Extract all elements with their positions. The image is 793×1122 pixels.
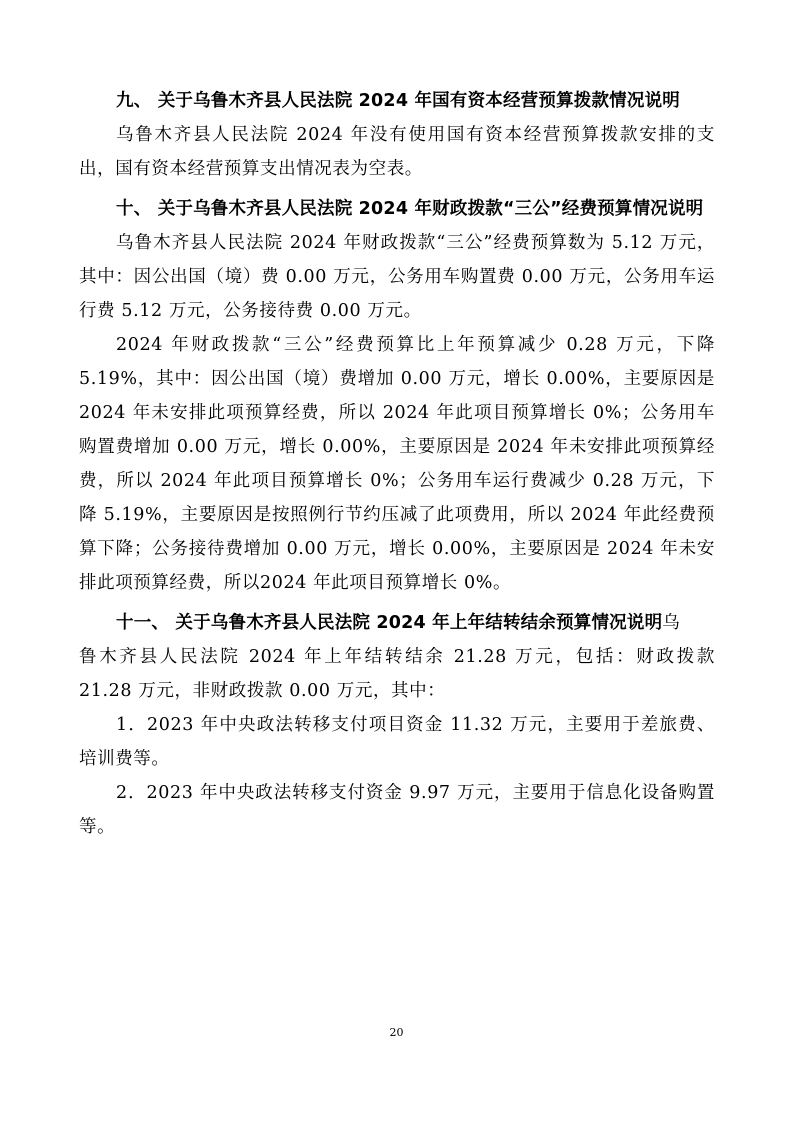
section-10-heading: 十、 关于乌鲁木齐县人民法院 2024 年财政拨款“三公”经费预算情况说明 [116, 199, 704, 219]
document-page [79, 84, 715, 844]
section-10-paragraph-1: 乌鲁木齐县人民法院 2024 年财政拨款“三公”经费预算数为 5.12 万元，其中：因公出国（境）费 0.00 万元，公务用车购置费 0.00 万元，公务用车运行费 5.12 万元，公务接待费 0.00 万元。 [79, 233, 715, 321]
page-number: 20 [389, 1026, 404, 1039]
section-11-item-1: 1．2023 年中央政法转移支付项目资金 11.32 万元，主要用于差旅费、培训费等。 [79, 715, 715, 769]
section-9-paragraph-1: 乌鲁木齐县人民法院 2024 年没有使用国有资本经营预算拨款安排的支出，国有资本经营预算支出情况表为空表。 [79, 125, 715, 179]
section-11-heading [79, 606, 715, 640]
section-11-paragraph-1: 鲁木齐县人民法院 2024 年上年结转结余 21.28 万元，包括：财政拨款 21.28 万元，非财政拨款 0.00 万元，其中： [79, 647, 715, 701]
section-9-heading: 九、 关于乌鲁木齐县人民法院 2024 年国有资本经营预算拨款情况说明 [116, 91, 680, 111]
section-11-heading-text: 十一、 关于乌鲁木齐县人民法院 2024 年上年结转结余预算情况说明 [116, 613, 663, 633]
section-11-item-2: 2．2023 年中央政法转移支付资金 9.97 万元，主要用于信息化设备购置等。 [79, 783, 715, 837]
section-11-heading-tail: 乌 [662, 613, 680, 633]
section-10-paragraph-2: 2024 年财政拨款“三公”经费预算比上年预算减少 0.28 万元，下降 5.19%，其中：因公出国（境）费增加 0.00 万元，增长 0.00%，主要原因是 2024 年未安排此项预算经费，所以 2024 年此项目预算增长 0%；公务用车购置费增加 0.00 万元，增长 0.00%，主要原因是 2024 年未安排此项预算经费，所以 2024 年此项目预算增长 0%；公务用车运行费减少 0.28 万元，下降 5.19%，主要原因是按照例行节约压减了此项费用，所以 2024 年此经费预算下降；公务接待费增加 0.00 万元，增长 0.00%，主要原因是 2024 年未安排此项预算经费，所以2024 年此项目预算增长 0%。 [79, 335, 715, 593]
